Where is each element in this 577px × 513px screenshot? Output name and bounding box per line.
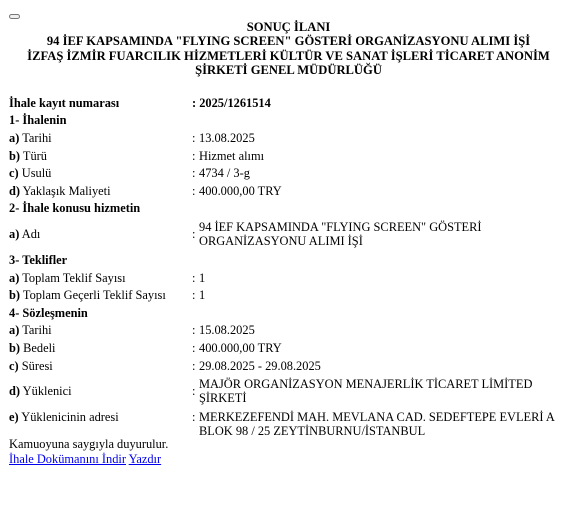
tender-date-value: 13.08.2025 [199, 130, 255, 145]
announcement-note: Kamuoyuna saygıyla duyurulur. [9, 437, 169, 451]
contract-amount-value: 400.000,00 TRY [199, 340, 282, 355]
registration-value: : 2025/1261514 [192, 95, 271, 110]
tender-type-label: Türü [22, 148, 47, 163]
estimated-cost-value: 400.000,00 TRY [199, 183, 282, 198]
registration-row [9, 94, 571, 112]
section-3-title: 3- Teklifler [9, 252, 68, 267]
valid-offers-label: Toplam Geçerli Teklif Sayısı [22, 288, 166, 303]
collapse-toggle-button[interactable] [9, 14, 20, 19]
announcement-table [9, 94, 571, 444]
total-offers-row: a) Toplam Teklif Sayısı : 1 [9, 269, 571, 287]
section-1-title-row [9, 112, 571, 130]
contract-date-value: 15.08.2025 [199, 323, 255, 338]
contract-date-label: Tarihi [22, 323, 52, 338]
contractor-value: MAJÖR ORGANİZASYON MENAJERLİK TİCARET LİMİTED ŞİRKETİ [199, 377, 533, 406]
announcement-header [0, 20, 577, 77]
contractor-address-value: MERKEZEFENDİ MAH. MEVLANA CAD. SEDEFTEPE EVLERİ A BLOK 98 / 25 ZEYTİNBURNU/İSTANBUL [199, 410, 555, 439]
contractor-row: d) Yüklenici : MAJÖR ORGANİZASYON MENAJERLİK TİCARET LİMİTED ŞİRKETİ [9, 374, 571, 408]
section-4-title-row [9, 304, 571, 322]
header-line-1: SONUÇ İLANI [246, 20, 331, 34]
total-offers-label: Toplam Teklif Sayısı [22, 270, 126, 285]
tender-date-row: a) Tarihi : 13.08.2025 [9, 129, 571, 147]
header-line-3: İZFAŞ İZMİR FUARCILIK HİZMETLERİ KÜLTÜR VE SANAT İŞLERİ TİCARET ANONİM [27, 48, 550, 63]
contract-date-row: a) Tarihi : 15.08.2025 [9, 322, 571, 340]
service-name-label: Adı [21, 227, 41, 242]
registration-label: İhale kayıt numarası [9, 95, 120, 110]
contract-duration-value: 29.08.2025 - 29.08.2025 [199, 358, 321, 373]
section-4-title: 4- Sözleşmenin [9, 305, 88, 320]
tender-date-label: Tarihi [22, 130, 52, 145]
header-line-4: ŞİRKETİ GENEL MÜDÜRLÜĞÜ [195, 62, 382, 77]
footer [9, 437, 168, 466]
print-link[interactable]: Yazdır [128, 451, 162, 466]
section-2-title-row [9, 200, 571, 218]
tender-type-value: Hizmet alımı [199, 148, 265, 163]
contractor-address-row: e) Yüklenicinin adresi : MERKEZEFENDİ MAH. MEVLANA CAD. SEDEFTEPE EVLERİ A BLOK 98 / 25 ZEYTİNBURNU/İSTANBUL [9, 408, 571, 444]
tender-type-row: b) Türü : Hizmet alımı [9, 147, 571, 165]
contract-amount-row: b) Bedeli : 400.000,00 TRY [9, 339, 571, 357]
contract-amount-label: Bedeli [23, 340, 56, 355]
header-line-2: 94 İEF KAPSAMINDA "FLYING SCREEN" GÖSTERİ ORGANİZASYONU ALIMI İŞİ [46, 34, 531, 49]
valid-offers-value: 1 [199, 288, 206, 303]
total-offers-value: 1 [199, 270, 206, 285]
contractor-label: Yüklenici [22, 384, 72, 399]
contract-duration-row: c) Süresi : 29.08.2025 - 29.08.2025 [9, 357, 571, 375]
download-document-link[interactable]: İhale Dokümanını İndir [9, 451, 126, 466]
contract-duration-label: Süresi [21, 358, 53, 373]
valid-offers-row: b) Toplam Geçerli Teklif Sayısı : 1 [9, 286, 571, 304]
tender-procedure-row: c) Usulü : 4734 / 3-g [9, 164, 571, 182]
estimated-cost-row: d) Yaklaşık Maliyeti : 400.000,00 TRY [9, 182, 571, 200]
service-name-value: 94 İEF KAPSAMINDA "FLYING SCREEN" GÖSTERİ ORGANİZASYONU ALIMI İŞİ [199, 220, 482, 249]
estimated-cost-label: Yaklaşık Maliyeti [22, 183, 111, 198]
section-2-title: 2- İhale konusu hizmetin [9, 201, 141, 216]
tender-procedure-value: 4734 / 3-g [199, 166, 250, 181]
service-name-row: a) Adı : 94 İEF KAPSAMINDA "FLYING SCREEN" GÖSTERİ ORGANİZASYONU ALIMI İŞİ [9, 217, 571, 251]
section-1-title: 1- İhalenin [9, 113, 67, 128]
tender-procedure-label: Usulü [21, 166, 52, 181]
contractor-address-label: Yüklenicinin adresi [21, 410, 119, 425]
section-3-title-row [9, 251, 571, 269]
